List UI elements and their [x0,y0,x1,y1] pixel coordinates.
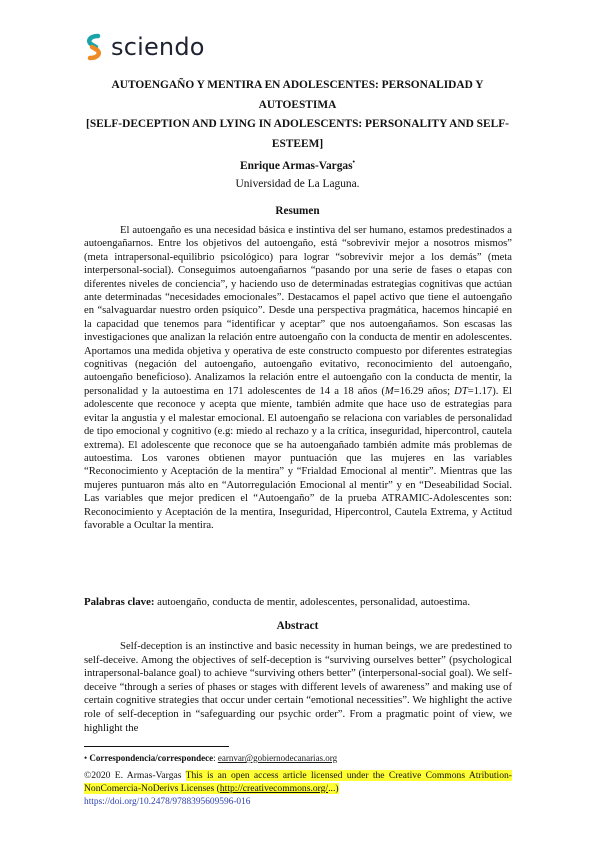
keywords [84,596,512,609]
logo-text: sciendo [111,33,205,61]
author-name: Enrique Armas-Vargas [240,159,353,172]
abstract-heading: Abstract [276,620,319,632]
copyright-prefix: ©2020 E. Armas-Vargas [84,770,186,781]
title-english: [SELF-DECEPTION AND LYING IN ADOLESCENTS: PERSONALITY AND SELF-ESTEEM] [86,118,509,150]
resumen-part-1: El autoengaño es una necesidad básica e instintiva del ser humano, estamos predestinados a autoengañarnos. Entre los objetivos del autoengaño, está “sobrevivir mejor a nosotros mismos” (meta intrapersonal-equilibrio psicológico) para lograr “sobrevivir mejor a los demás” (meta interpersonal-social). Conseguimos autoengañarnos “pasando por una serie de fases o etapas con diferentes niveles de conciencia”, y haciendo uso de determinadas estrategias cognitivas que actúan ante determinadas “necesidades emocionales”. Destacamos el papel activo que tiene el autoengaño en “salvaguardar nuestro orden psíquico”. Desde una perspectiva pragmática, hacemos hincapié en la capacidad que tenemos para “identificar y aceptar” que nos autoengañamos. Son escasas las investigaciones que analizan la relación entre autoengaño con la conducta de mentir en adolescentes. Aportamos una medida objetiva y operativa de este constructo compuesto por diferentes estrategias cognitivas (negación del autoengaño, autoengaño evitativo, reconocimiento del autoengaño, autoengaño beneficioso). Analizamos la relación entre el autoengaño con la conducta de mentir, la personalidad y la autoestima en 171 adolescentes de 14 a 18 años ( [84,225,512,397]
resumen-text [84,224,512,532]
footnote-bullet: • [84,753,88,763]
footnote-divider [84,746,229,747]
footnote-separator: : [213,753,218,763]
affiliation: Universidad de La Laguna. [235,178,360,190]
author-footnote-mark: • [352,158,355,166]
sciendo-logo-icon [84,33,104,61]
mean-symbol: M [384,385,394,397]
copyright-notice [84,770,512,796]
sd-symbol: DT [454,385,468,397]
correspondence-email-link[interactable]: earnvar@gobiernodecanarias.org [217,753,338,763]
author [84,156,511,173]
license-text-end: ...) [328,782,339,794]
keywords-text: autoengaño, conducta de mentir, adolescentes, personalidad, autoestima. [154,596,471,608]
doi [84,796,251,808]
abstract-text: Self-deception is an instinctive and basic necessity in human beings, we are predestined to self-deceive. Among the objectives of self-deception is “surviving ourselves better” (psychological intrapersonal-balance goal) to achieve “surviving others better” (interpersonal-social goal). We self-deceive “through a series of phases or stages with different levels of awareness” and making use of certain cognitive strategies that occur under certain “emotional necessities”. We highlight the active role of self-deception in “safeguarding our psychic order”. From a pragmatic point of view, we highlight the [84,640,512,734]
license-text: This is an open access article licensed under the Creative Commons Atribution-NonComercia-NoDerivs Licenses ( [84,770,512,794]
keywords-label: Palabras clave: [84,596,155,608]
publisher-logo [84,33,205,61]
resumen-part-3: =1.17). El adolescente que reconoce y acepta que miente, también admite que hace uso de estrategias para evitar la angustia y el malestar emocional. El autoengaño se relaciona con variables de personalidad de tipo emocional y cognitivo (e.g: miedo al rechazo y a la crítica, inseguridad, hipercontrol, cautela extrema). El adolescente que reconoce que se ha autoengañado también admite más problemas de autoestima. Los varones obtienen mayor puntuación que las mujeres en las variables “Reconocimiento y Aceptación de la mentira” y “Frialdad Emocional al mentir”. Mientras que las mujeres puntuaron más alto en “Autorregulación Emocional al mentir” y en “Deseabilidad Social. Las variables que mejor predicen el “Autoengaño” de la prueba ATRAMIC-Adolescentes son: Reconocimiento y Aceptación de la mentira, Inseguridad, Hipercontrol, Cautela Extrema, y Actitud favorable a Ocultar la mentira. [84,385,512,531]
resumen-heading: Resumen [275,205,320,217]
license-link[interactable]: http://creativecommons.org/ [219,782,329,794]
footnote-label: Correspondencia/correspondece [89,753,214,763]
correspondence-footnote [84,752,337,764]
resumen-part-2: =16.29 años; [393,385,455,397]
title-spanish: AUTOENGAÑO Y MENTIRA EN ADOLESCENTES: PERSONALIDAD Y AUTOESTIMA [111,79,484,111]
doi-link[interactable]: https://doi.org/10.2478/9788395609596-016 [84,797,251,807]
